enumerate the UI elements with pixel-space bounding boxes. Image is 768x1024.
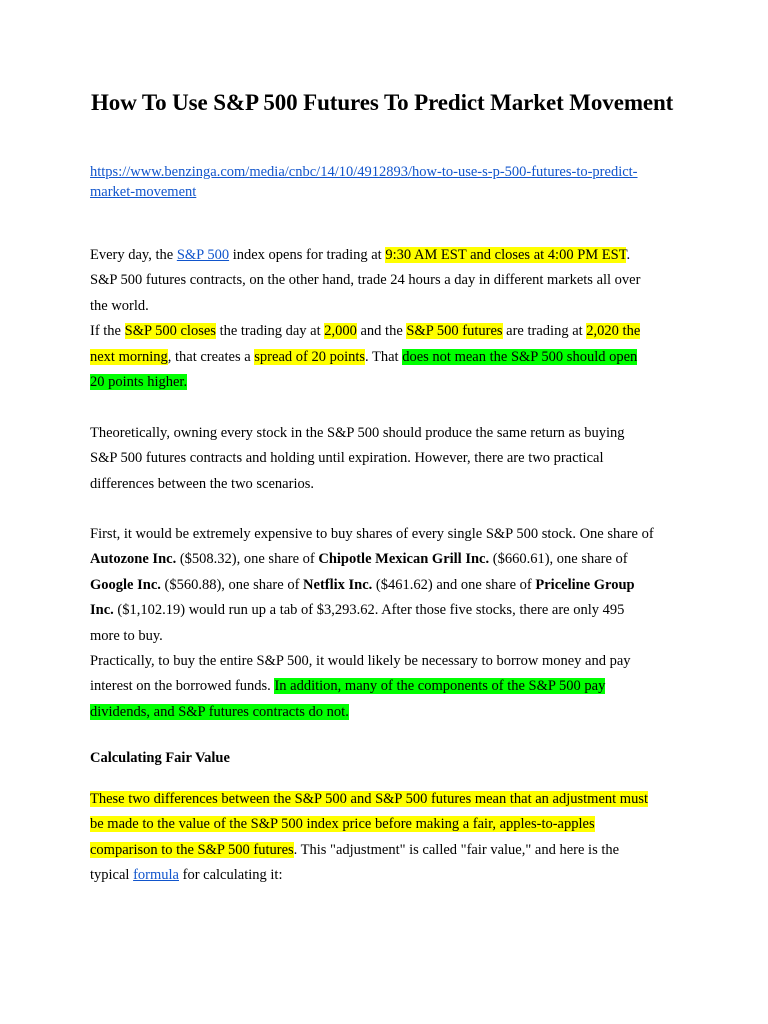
highlight-green-futures: dividends, and S&P futures contracts do not.	[90, 703, 349, 720]
highlight-2020: 2,020 the	[586, 323, 641, 340]
highlight-green-dividends: In addition, many of the components of the S&P 500 pay	[274, 678, 606, 695]
highlight-2000: 2,000	[324, 323, 357, 340]
highlight-trading-hours: 9:30 AM EST and closes at 4:00 PM EST	[385, 247, 627, 263]
paragraph-fair-value: These two differences between the S&P 500 and S&P 500 futures mean that an adjustment must be made to the value of the S&P 500 index price before making a fair, apples-to-apples comparison to the S&P 500 futures. This "adjustment" is called "fair value," and here is the typical formula for calculating it:	[90, 791, 649, 884]
highlight-green-points: 20 points higher.	[90, 374, 188, 391]
company-chipotle: Chipotle Mexican Grill Inc.	[318, 551, 490, 568]
source-url	[90, 162, 690, 202]
highlight-green-open: does not mean the S&P 500 should open	[402, 348, 638, 365]
highlight-differences: These two differences between the S&P 500 and S&P 500 futures mean that an adjustment must	[90, 791, 649, 807]
highlight-sp500-futures: S&P 500 futures	[406, 323, 503, 340]
sp500-link[interactable]: S&P 500	[176, 247, 230, 263]
source-link[interactable]: https://www.benzinga.com/media/cnbc/14/10/4912893/how-to-use-s-p-500-futures-to-predict- market-movement	[90, 164, 638, 200]
company-google: Google Inc.	[90, 576, 161, 593]
page-title: How To Use S&P 500 Futures To Predict Market Movement	[91, 90, 674, 115]
highlight-next-morning: next morning	[90, 348, 168, 365]
section-heading: Calculating Fair Value	[90, 750, 230, 766]
company-autozone: Autozone Inc.	[90, 551, 177, 568]
company-netflix: Netflix Inc.	[303, 576, 373, 593]
company-priceline: Priceline Group	[535, 576, 635, 593]
highlight-spread: spread of 20 points	[254, 348, 366, 365]
paragraph-theory: Theoretically, owning every stock in the S&P 500 should produce the same return as buying S&P 500 futures contracts and holding until expiration. However, there are two practical differences between the two scenarios.	[90, 425, 625, 492]
paragraph-expense: First, it would be extremely expensive to buy shares of every single S&P 500 stock. One share of Autozone Inc. ($508.32), one share of Chipotle Mexican Grill Inc. ($660.61), one share of Google Inc. ($560.88), one share of Netflix Inc. ($461.62) and one share of Priceline Group Inc. ($1,102.19) would run up a tab of $3,293.62. After those five stocks, there are only 495 more to buy. Practically, to buy the entire S&P 500, it would likely be necessary to borrow money and pay interest on the borrowed funds. In addition, many of the components of the S&P 500 pay dividends, and S&P futures contracts do not.	[90, 526, 654, 720]
formula-link[interactable]: formula	[133, 867, 179, 884]
paragraph-intro: Every day, the S&P 500 index opens for trading at 9:30 AM EST and closes at 4:00 PM EST. S&P 500 futures contracts, on the other hand, trade 24 hours a day in different markets all over the world. If the S&P 500 closes the trading day at 2,000 and the S&P 500 futures are trading at 2,020 the next morning, that creates a spread of 20 points. That does not mean the S&P 500 should open 20 points higher.	[90, 247, 641, 391]
highlight-sp500-closes: S&P 500 closes	[124, 323, 216, 340]
